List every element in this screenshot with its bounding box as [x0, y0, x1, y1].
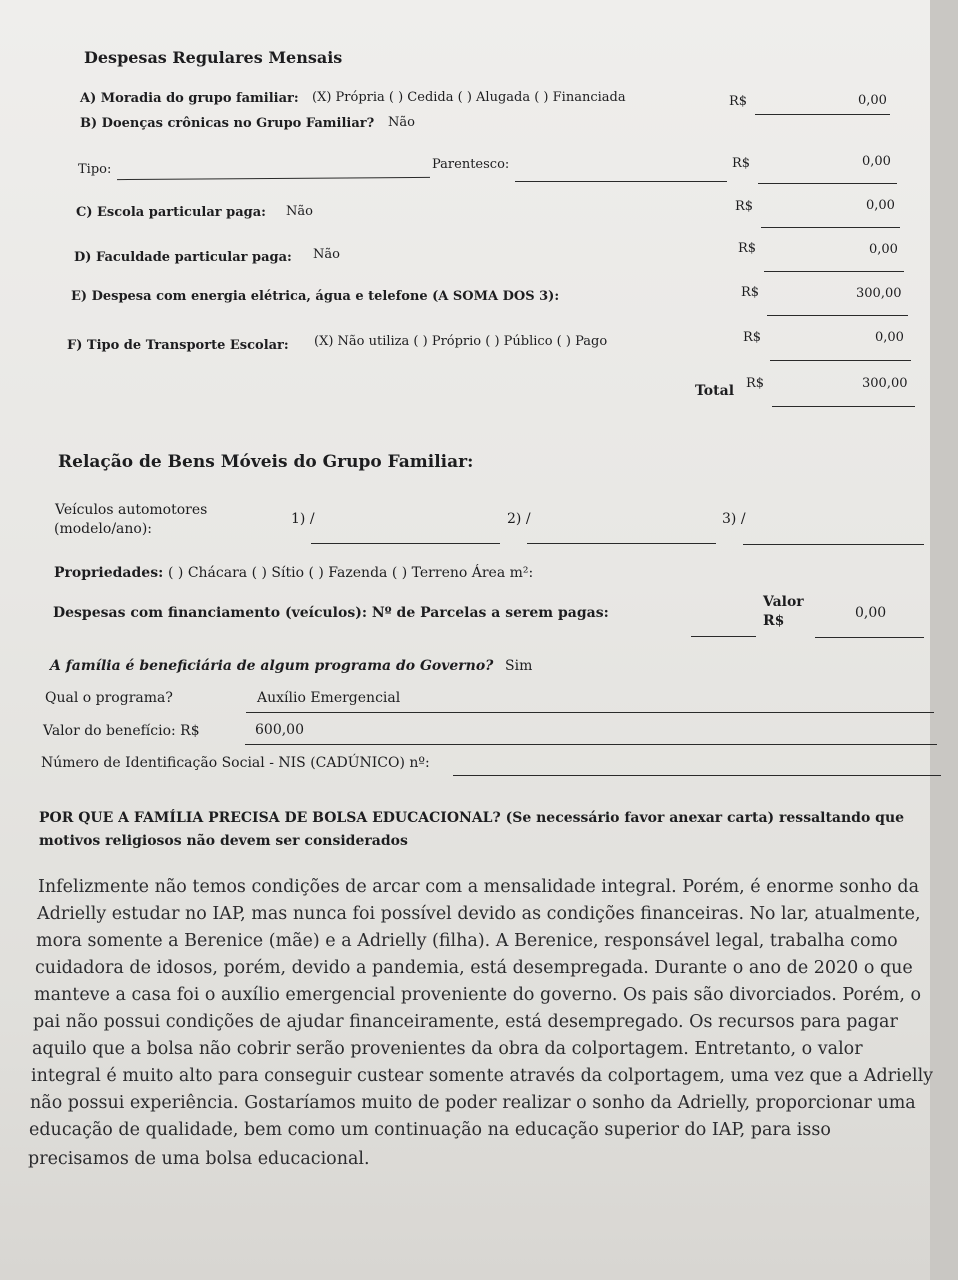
- row-e-currency: R$: [741, 285, 760, 300]
- row-d-label: D) Faculdade particular paga:: [74, 250, 292, 265]
- row-e-label: E) Despesa com energia elétrica, água e telefone (A SOMA DOS 3):: [71, 289, 560, 304]
- row-c-answer: Não: [286, 204, 313, 219]
- row-a-value: 0,00: [858, 93, 887, 108]
- total-value: 300,00: [862, 376, 908, 391]
- vehicles-label-line2: (modelo/ano):: [54, 521, 153, 537]
- row-a-currency: R$: [729, 94, 748, 109]
- vehicle-3-underline: [743, 544, 924, 545]
- parentesco-label: Parentesco:: [432, 157, 510, 172]
- answer-line: educação de qualidade, bem como um continuação na educação superior do IAP, para isso: [29, 1120, 831, 1140]
- row-d-value: 0,00: [869, 242, 898, 257]
- answer-line: Adrielly estudar no IAP, mas nunca foi possível devido as condições financeiras. No lar, atualmente,: [37, 904, 921, 924]
- benefit-underline: [245, 744, 937, 745]
- row-a-options: (X) Própria ( ) Cedida ( ) Alugada ( ) Financiada: [312, 90, 626, 105]
- tipo-label: Tipo:: [78, 162, 112, 177]
- financing-value: 0,00: [855, 605, 887, 621]
- answer-line: aquilo que a bolsa não cobrir serão provenientes da obra da colportagem. Entretanto, o valor: [32, 1039, 863, 1059]
- answer-line: Infelizmente não temos condições de arcar com a mensalidade integral. Porém, é enorme sonho da: [38, 877, 920, 897]
- vehicles-label-line1: Veículos automotores: [55, 502, 208, 518]
- page-edge: [930, 0, 958, 1280]
- row-b-value: 0,00: [862, 154, 891, 169]
- vehicle-1: 1) /: [291, 511, 315, 527]
- total-underline: [772, 406, 915, 407]
- row-f-value: 0,00: [875, 330, 904, 345]
- answer-line: mora somente a Berenice (mãe) e a Adrielly (filha). A Berenice, responsável legal, trabalha como: [36, 931, 898, 951]
- nis-underline: [453, 775, 941, 776]
- row-f-underline: [770, 360, 911, 361]
- row-c-label: C) Escola particular paga:: [76, 205, 266, 220]
- vehicle-1-underline: [311, 543, 500, 544]
- properties-label: Propriedades:: [54, 565, 164, 581]
- financing-valor-label: Valor: [763, 594, 804, 610]
- total-currency: R$: [746, 376, 765, 391]
- gov-answer: Sim: [505, 658, 533, 674]
- answer-line: manteve a casa foi o auxílio emergencial proveniente do governo. Os pais são divorciados. Porém, o: [34, 985, 922, 1005]
- financing-valor-currency: R$: [763, 613, 785, 629]
- program-label: Qual o programa?: [45, 690, 173, 706]
- row-d-underline: [764, 271, 904, 272]
- row-c-currency: R$: [735, 199, 754, 214]
- answer-line: integral é muito alto para conseguir custear somente através da colportagem, uma vez que a Adrielly: [31, 1066, 934, 1086]
- answer-line: cuidadora de idosos, porém, devido a pandemia, está desempregada. Durante o ano de 2020 o que: [35, 958, 913, 978]
- row-b-answer: Não: [388, 115, 415, 130]
- row-e-value: 300,00: [856, 286, 902, 301]
- benefit-value: 600,00: [255, 722, 304, 738]
- section-title-bens: Relação de Bens Móveis do Grupo Familiar:: [58, 452, 474, 472]
- row-f-currency: R$: [743, 330, 762, 345]
- row-b-underline: [758, 183, 897, 184]
- answer-line: pai não possui condições de ajudar financeiramente, está desempregado. Os recursos para pagar: [33, 1012, 898, 1032]
- financing-value-underline: [815, 637, 924, 638]
- row-b-label: B) Doenças crônicas no Grupo Familiar?: [80, 116, 375, 131]
- row-d-answer: Não: [313, 247, 340, 262]
- benefit-label: Valor do benefício: R$: [43, 723, 200, 739]
- vehicle-3: 3) /: [722, 511, 746, 527]
- section-title-despesas: Despesas Regulares Mensais: [84, 48, 343, 67]
- row-f-options: (X) Não utiliza ( ) Próprio ( ) Público ( ) Pago: [314, 334, 608, 349]
- nis-label: Número de Identificação Social - NIS (CADÚNICO) nº:: [41, 755, 430, 771]
- parentesco-underline: [515, 181, 727, 182]
- question-line-1: POR QUE A FAMÍLIA PRECISA DE BOLSA EDUCACIONAL? (Se necessário favor anexar carta) ressaltando que: [39, 810, 905, 826]
- financing-parcelas-underline: [691, 636, 756, 637]
- row-e-underline: [767, 315, 908, 316]
- program-value: Auxílio Emergencial: [257, 690, 401, 706]
- gov-question: A família é beneficiária de algum programa do Governo?: [50, 658, 494, 674]
- row-c-underline: [761, 227, 900, 228]
- program-underline: [246, 712, 934, 713]
- row-f-label: F) Tipo de Transporte Escolar:: [67, 338, 289, 353]
- question-line-2: motivos religiosos não devem ser considerados: [39, 833, 408, 849]
- row-a-underline: [755, 114, 890, 115]
- vehicle-2: 2) /: [507, 511, 531, 527]
- row-a-label: A) Moradia do grupo familiar:: [80, 91, 299, 106]
- total-label: Total: [695, 383, 735, 399]
- vehicle-2-underline: [527, 543, 716, 544]
- financing-label: Despesas com financiamento (veículos): Nº de Parcelas a serem pagas:: [53, 605, 609, 621]
- row-b-currency: R$: [732, 156, 751, 171]
- row-d-currency: R$: [738, 241, 757, 256]
- answer-line: não possui experiência. Gostaríamos muito de poder realizar o sonho da Adrielly, proporcionar uma: [30, 1093, 916, 1113]
- row-c-value: 0,00: [866, 198, 895, 213]
- properties-options: ( ) Chácara ( ) Sítio ( ) Fazenda ( ) Terreno Área m²:: [168, 565, 534, 581]
- answer-line: precisamos de uma bolsa educacional.: [28, 1149, 370, 1169]
